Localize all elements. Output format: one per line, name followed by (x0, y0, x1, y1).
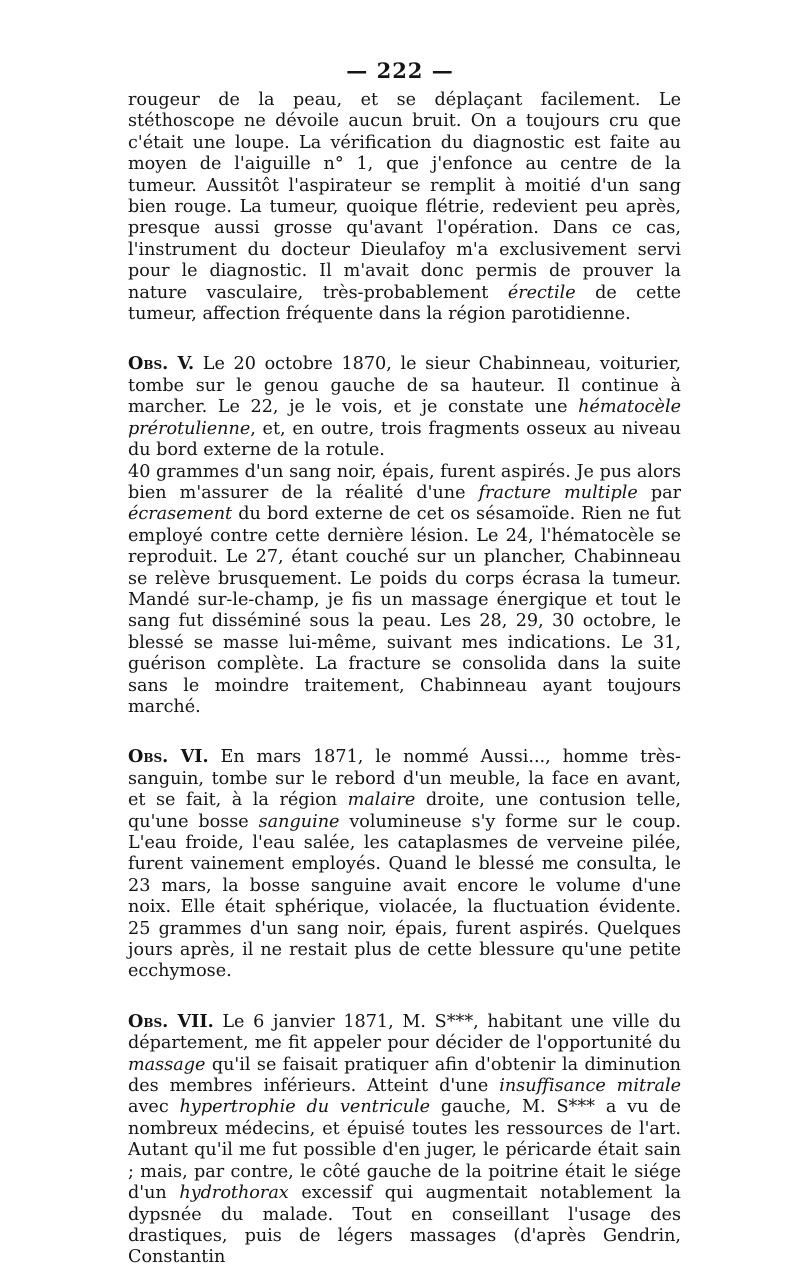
italic-term: insuffisance mitrale (499, 1076, 681, 1097)
text-run: qu'il se faisait pratiquer afin d'obtenir la diminution des membres inférieurs. Atteint d'une (128, 1054, 681, 1097)
text-run: droite, une contusion telle, qu'une bosse (128, 790, 681, 832)
observation-label: Obs. VII. (128, 1010, 214, 1032)
body-text (128, 90, 681, 1269)
text-run: 40 grammes d'un sang noir, épais, furent aspirés. Je pus alors bien m'assurer de la réalité d'une (128, 461, 681, 503)
text-run: rougeur de la peau, et se déplaçant facilement. Le stéthoscope ne dévoile aucun bruit. On a toujours cru que c'était une loupe. La vérification du diagnostic est faite au moyen de l'aiguille n° 1, que j'enfonce au centre de la tumeur. Aussitôt l'aspirateur se remplit à moitié d'un sang bien rouge. La tumeur, quoique flétrie, redevient peu après, presque aussi grosse qu'avant l'opération. Dans ce cas, l'instrument du docteur Dieulafoy m'a exclusivement servi pour le diagnostic. Il m'avait donc permis de prouver la nature vasculaire, très-probablement (128, 90, 681, 303)
italic-term: hydrothorax (179, 1183, 289, 1204)
italic-term: hématocèle prérotulienne (128, 397, 681, 439)
paragraph-obs-v (128, 353, 681, 461)
italic-term: fracture multiple (478, 482, 638, 503)
text-run: En mars 1871, le nommé Aussi..., homme très-sanguin, tombe sur le rebord d'un meuble, la face en avant, et se fait, à la région (128, 747, 682, 811)
italic-term: érectile (507, 282, 576, 303)
paragraph-continuation (128, 90, 681, 325)
page-number: — 222 — (346, 58, 454, 83)
observation-label: Obs. V. (128, 353, 195, 375)
paragraph-obs-vi (128, 746, 681, 982)
text-run: volumineuse s'y forme sur le coup. L'eau froide, l'eau salée, les cataplasmes de verveine pilée, furent vainement employés. Quand le blessé me consulta, le 23 mars, la bosse sanguine avait encore le volume d'une noix. Elle était sphérique, violacée, la fluctuation évidente. 25 grammes d'un sang noir, épais, furent aspirés. Quelques jours après, il ne restait plus de cette blessure qu'une petite ecchymose. (128, 811, 681, 982)
text-run: , et, en outre, trois fragments osseux au niveau du bord externe de la rotule. (128, 418, 681, 461)
text-run: par (637, 482, 681, 503)
italic-term: sanguine (258, 811, 340, 832)
paragraph-obs-vii (128, 1011, 681, 1269)
observation-label: Obs. VI. (128, 746, 209, 768)
italic-term: massage (128, 1054, 206, 1075)
text-run: Le 6 janvier 1871, M. S***, habitant une ville du département, me fit appeler pour décider de l'opportunité du (128, 1011, 681, 1054)
text-run: excessif qui augmentait notablement la dypsnée du malade. Tout en conseillant l'usage des drastiques, puis de légers massages (d'après Gendrin, Constantin (128, 1183, 681, 1268)
text-run: gauche, M. S*** a vu de nombreux médecins, et épuisé toutes les ressources de l'art. Autant qu'il me fut possible d'en juger, le péricarde était sain ; mais, par contre, le côté gauche de la poitrine était le siége d'un (128, 1097, 681, 1204)
text-run: du bord externe de cet os sésamoïde. Rien ne fut employé contre cette dernière lésion. Le 24, l'hématocèle se reproduit. Le 27, étant couché sur un plancher, Chabinneau se relève brusquement. Le poids du corps écrasa la tumeur. Mandé sur-le-champ, je fis un massage énergique et tout le sang fut disséminé sous la peau. Les 28, 29, 30 octobre, le blessé se masse lui-même, suivant mes indications. Le 31, guérison complète. La fracture se consolida dans la suite sans le moindre traitement, Chabinneau ayant toujours marché. (128, 504, 681, 717)
text-run: avec (128, 1097, 180, 1118)
italic-term: écrasement (128, 504, 233, 525)
italic-term: malaire (347, 790, 416, 811)
text-run: Le 20 octobre 1870, le sieur Chabinneau, voiturier, tombe sur le genou gauche de sa hauteur. Il continue à marcher. Le 22, je le vois, et je constate une (128, 354, 681, 418)
text-run: de cette tumeur, affection fréquente dans la région parotidienne. (128, 282, 681, 325)
paragraph-obs-v-continued (128, 462, 681, 719)
italic-term: hypertrophie du ventricule (179, 1097, 430, 1118)
